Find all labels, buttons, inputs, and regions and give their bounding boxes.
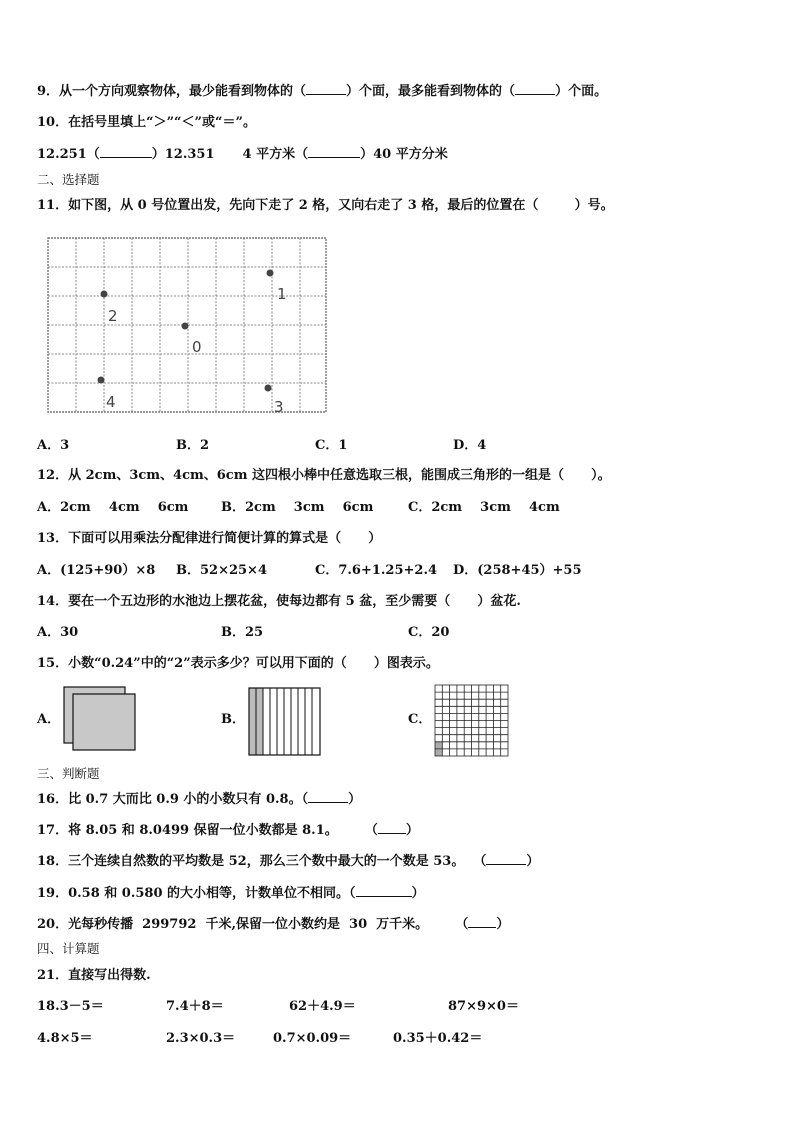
- q12-option-c[interactable]: C．2cm 3cm 4cm: [408, 500, 560, 515]
- q12-option-a[interactable]: A．2cm 4cm 6cm: [37, 500, 189, 515]
- q15-option-c[interactable]: C．: [408, 712, 432, 727]
- answer-blank[interactable]: [306, 82, 346, 95]
- calc-item: 7.4＋8＝: [166, 999, 224, 1014]
- question-11: 11．如下图，从 0 号位置出发，先向下走了 2 格，又向右走了 3 格，最后的位置在（ ）号。: [37, 198, 614, 213]
- q13-option-b[interactable]: B．52×25×4: [176, 563, 268, 578]
- point-0: [182, 323, 189, 330]
- q10-a-right: ）12.351: [151, 147, 215, 162]
- calc-item: 18.3－5＝: [37, 999, 104, 1014]
- q9-text-b: ）个面，最多能看到物体的（: [346, 84, 516, 99]
- hundredths-grid-figure: [434, 684, 510, 758]
- q17-close: ）: [405, 823, 419, 838]
- q13-option-c[interactable]: C．7.6+1.25+2.4: [315, 563, 438, 578]
- answer-blank[interactable]: [515, 82, 555, 95]
- point-4: [98, 377, 105, 384]
- q14-option-c[interactable]: C．20: [408, 625, 450, 640]
- two-squares-figure: [63, 686, 137, 752]
- point-2: [101, 291, 108, 298]
- q20-close: ）: [496, 917, 510, 932]
- q10-comparisons: [37, 145, 448, 164]
- answer-blank[interactable]: [378, 821, 406, 834]
- label-3: 3: [274, 398, 284, 416]
- point-3: [265, 385, 272, 392]
- q19-close: ）: [411, 886, 425, 901]
- calc-item: 2.3×0.3＝: [166, 1031, 236, 1046]
- question-20: [37, 915, 509, 934]
- answer-blank[interactable]: [100, 145, 152, 158]
- q10-a-left: 12.251（: [37, 147, 100, 162]
- question-21: 21．直接写出得数.: [37, 968, 151, 983]
- answer-blank[interactable]: [468, 915, 496, 928]
- answer-blank[interactable]: [356, 884, 412, 897]
- question-13: 13．下面可以用乘法分配律进行简便计算的算式是（ ）: [37, 531, 382, 546]
- question-18: [37, 852, 539, 871]
- q14-option-b[interactable]: B．25: [221, 625, 264, 640]
- q10-b-left: 4 平方米（: [242, 147, 309, 162]
- q16-close: ）: [348, 792, 362, 807]
- question-19: [37, 884, 425, 903]
- q9-text-a: 9．从一个方向观察物体，最少能看到物体的（: [37, 84, 307, 99]
- q13-option-d[interactable]: D．(258+45）+55: [453, 563, 582, 578]
- label-0: 0: [192, 338, 202, 356]
- label-1: 1: [277, 285, 287, 303]
- q11-option-c[interactable]: C．1: [315, 438, 348, 453]
- section-judge-title: 三、判断题: [37, 766, 100, 781]
- label-4: 4: [106, 393, 116, 411]
- q16-text: 16．比 0.7 大而比 0.9 小的小数只有 0.8。（: [37, 792, 309, 807]
- q20-text: 20．光每秒传播 299792 千米,保留一位小数约是 30 万千米。 （: [37, 917, 469, 932]
- answer-blank[interactable]: [308, 790, 348, 803]
- q10-b-right: ）40 平方分米: [360, 147, 448, 162]
- section-calc-title: 四、计算题: [37, 941, 100, 956]
- q17-text: 17．将 8.05 和 8.0499 保留一位小数都是 8.1。 （: [37, 823, 378, 838]
- q11-option-d[interactable]: D．4: [453, 438, 487, 453]
- q11-option-a[interactable]: A．3: [37, 438, 70, 453]
- q11-option-b[interactable]: B．2: [176, 438, 210, 453]
- question-9: [37, 82, 607, 101]
- q12-option-b[interactable]: B．2cm 3cm 6cm: [221, 500, 374, 515]
- calc-item: 87×9×0＝: [448, 999, 519, 1014]
- q15-option-a[interactable]: A．: [37, 712, 61, 727]
- question-14: 14．要在一个五边形的水池边上摆花盆，使每边都有 5 盆，至少需要（ ）盆花.: [37, 594, 521, 609]
- answer-blank[interactable]: [308, 145, 360, 158]
- question-17: [37, 821, 419, 840]
- answer-blank[interactable]: [486, 852, 526, 865]
- q18-close: ）: [526, 854, 540, 869]
- tenths-strips-figure: [248, 687, 322, 757]
- q15-option-b[interactable]: B．: [221, 712, 245, 727]
- position-grid-figure: [42, 236, 330, 416]
- calc-item: 0.7×0.09＝: [273, 1031, 352, 1046]
- q9-text-c: ）个面。: [555, 84, 608, 99]
- question-16: [37, 790, 361, 809]
- point-1: [267, 270, 274, 277]
- section-choice-title: 二、选择题: [37, 172, 100, 187]
- q13-option-a[interactable]: A．(125+90）×8: [37, 563, 156, 578]
- calc-item: 0.35＋0.42＝: [393, 1031, 483, 1046]
- calc-item: 62＋4.9＝: [289, 999, 356, 1014]
- q18-text: 18．三个连续自然数的平均数是 52，那么三个数中最大的一个数是 53。 （: [37, 854, 487, 869]
- q14-option-a[interactable]: A．30: [37, 625, 79, 640]
- question-15: 15．小数“0.24”中的“2”表示多少？可以用下面的（ ）图表示。: [37, 656, 439, 671]
- q19-text: 19．0.58 和 0.580 的大小相等，计数单位不相同。（: [37, 886, 356, 901]
- question-10: 10．在括号里填上“＞”“＜”或“＝”。: [37, 115, 256, 130]
- question-12: 12．从 2cm、3cm、4cm、6cm 这四根小棒中任意选取三根，能围成三角形的一组是（ ）。: [37, 468, 611, 483]
- label-2: 2: [108, 307, 118, 325]
- calc-item: 4.8×5＝: [37, 1031, 93, 1046]
